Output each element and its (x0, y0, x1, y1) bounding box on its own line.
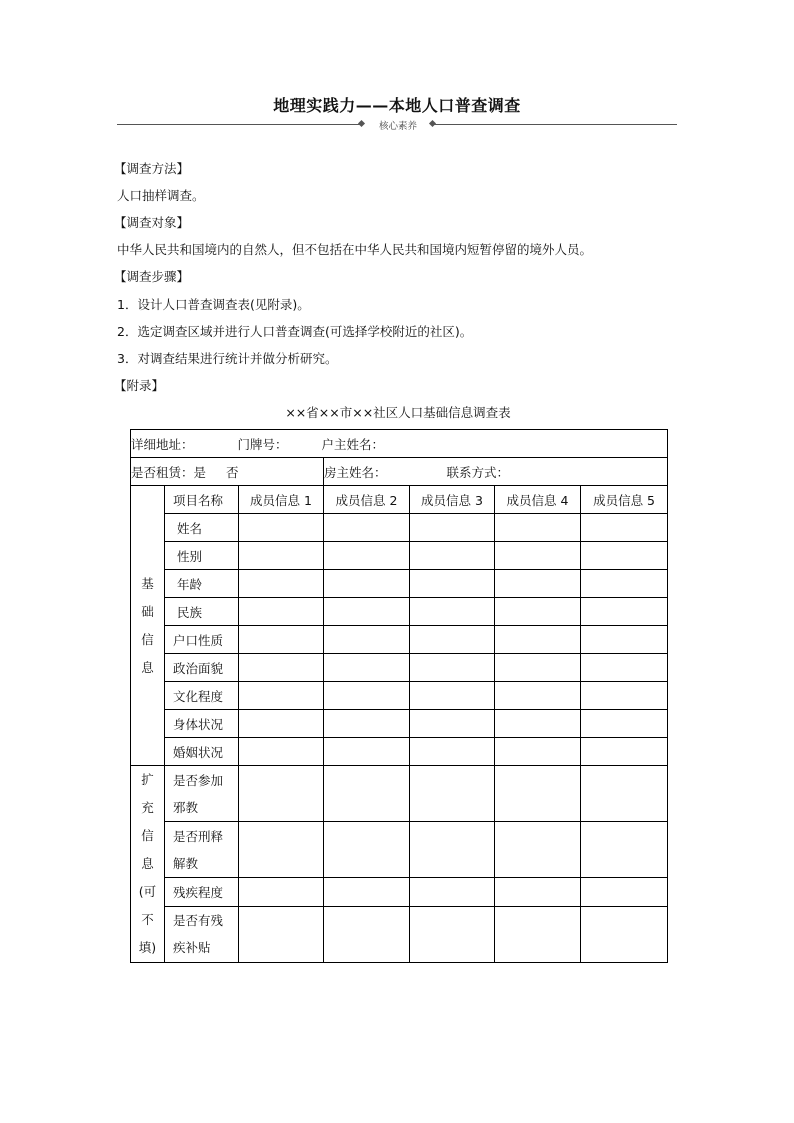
data-cell[interactable] (239, 514, 324, 542)
data-cell[interactable] (495, 598, 581, 626)
page-title: 地理实践力——本地人口普查调查 (273, 96, 521, 115)
extended-item-label: 是否参加 邪教 (165, 766, 239, 822)
extended-info-group-label: 扩 充 信 息 (可 不 填) (131, 766, 165, 963)
data-cell[interactable] (581, 598, 668, 626)
data-cell[interactable] (410, 878, 495, 907)
basic-item-label: 婚姻状况 (165, 738, 239, 766)
diamond-icon (358, 120, 365, 127)
data-cell[interactable] (324, 766, 410, 822)
item-name-header: 项目名称 (165, 486, 239, 514)
member-header: 成员信息 2 (324, 486, 410, 514)
data-cell[interactable] (239, 766, 324, 822)
rent-label: 是否租赁：是 (131, 464, 207, 480)
data-cell[interactable] (324, 822, 410, 878)
data-cell[interactable] (324, 570, 410, 598)
owner-label: 户主姓名： (321, 436, 385, 452)
data-cell[interactable] (581, 514, 668, 542)
data-cell[interactable] (324, 906, 410, 962)
data-cell[interactable] (324, 626, 410, 654)
data-cell[interactable] (239, 626, 324, 654)
address-row (131, 430, 668, 458)
data-cell[interactable] (239, 598, 324, 626)
data-cell[interactable] (239, 682, 324, 710)
data-cell[interactable] (495, 878, 581, 907)
data-cell[interactable] (239, 570, 324, 598)
survey-table (130, 429, 668, 963)
data-cell[interactable] (239, 542, 324, 570)
extended-item-label: 是否刑释 解教 (165, 822, 239, 878)
data-cell[interactable] (495, 766, 581, 822)
basic-item-label: 性别 (165, 542, 239, 570)
member-header: 成员信息 3 (410, 486, 495, 514)
steps-heading: 【调查步骤】 (114, 269, 190, 284)
data-cell[interactable] (324, 598, 410, 626)
step-2: 2．选定调查区域并进行人口普查调查(可选择学校附近的社区)。 (117, 324, 473, 339)
data-cell[interactable] (495, 822, 581, 878)
data-cell[interactable] (239, 738, 324, 766)
data-cell[interactable] (495, 570, 581, 598)
data-cell[interactable] (410, 542, 495, 570)
basic-item-label: 年龄 (165, 570, 239, 598)
data-cell[interactable] (410, 598, 495, 626)
member-header: 成员信息 4 (495, 486, 581, 514)
title-rule-left (117, 124, 363, 125)
table-caption: ××省××市××社区人口基础信息调查表 (285, 405, 511, 420)
data-cell[interactable] (324, 878, 410, 907)
data-cell[interactable] (410, 766, 495, 822)
address-label: 详细地址： (131, 436, 194, 452)
data-cell[interactable] (495, 514, 581, 542)
data-cell[interactable] (495, 626, 581, 654)
data-cell[interactable] (410, 654, 495, 682)
data-cell[interactable] (410, 710, 495, 738)
data-cell[interactable] (581, 570, 668, 598)
step-1: 1．设计人口普查调查表(见附录)。 (117, 297, 310, 312)
data-cell[interactable] (410, 682, 495, 710)
member-header: 成员信息 5 (581, 486, 668, 514)
basic-item-label: 身体状况 (165, 710, 239, 738)
basic-item-label: 姓名 (165, 514, 239, 542)
extended-item-label: 是否有残 疾补贴 (165, 906, 239, 962)
data-cell[interactable] (495, 654, 581, 682)
extended-item-label: 残疾程度 (165, 878, 239, 907)
data-cell[interactable] (495, 542, 581, 570)
basic-item-label: 文化程度 (165, 682, 239, 710)
data-cell[interactable] (410, 514, 495, 542)
data-cell[interactable] (581, 822, 668, 878)
data-cell[interactable] (324, 514, 410, 542)
member-header: 成员信息 1 (239, 486, 324, 514)
basic-item-label: 户口性质 (165, 626, 239, 654)
data-cell[interactable] (581, 878, 668, 907)
data-cell[interactable] (410, 738, 495, 766)
object-text: 中华人民共和国境内的自然人，但不包括在中华人民共和国境内短暂停留的境外人员。 (117, 242, 593, 257)
landlord-label: 房主姓名： (324, 464, 387, 480)
data-cell[interactable] (581, 766, 668, 822)
data-cell[interactable] (324, 738, 410, 766)
data-cell[interactable] (495, 710, 581, 738)
landlord-cell (324, 458, 668, 486)
data-cell[interactable] (581, 682, 668, 710)
data-cell[interactable] (239, 654, 324, 682)
basic-item-label: 政治面貌 (165, 654, 239, 682)
contact-label: 联系方式： (446, 464, 510, 480)
data-cell[interactable] (324, 710, 410, 738)
data-cell[interactable] (324, 542, 410, 570)
door-label: 门牌号： (237, 436, 288, 452)
data-cell[interactable] (239, 878, 324, 907)
data-cell[interactable] (239, 906, 324, 962)
rent-no: 否 (226, 464, 239, 480)
data-cell[interactable] (324, 682, 410, 710)
data-cell[interactable] (581, 710, 668, 738)
object-heading: 【调查对象】 (114, 215, 190, 230)
method-heading: 【调查方法】 (114, 161, 190, 176)
data-cell[interactable] (410, 822, 495, 878)
data-cell[interactable] (495, 738, 581, 766)
data-cell[interactable] (410, 906, 495, 962)
subtitle: 核心素养 (378, 121, 417, 132)
data-cell[interactable] (495, 906, 581, 962)
title-rule-right (432, 124, 677, 125)
data-cell[interactable] (581, 654, 668, 682)
data-cell[interactable] (324, 654, 410, 682)
method-text: 人口抽样调查。 (117, 188, 205, 203)
basic-item-label: 民族 (165, 598, 239, 626)
data-cell[interactable] (581, 906, 668, 962)
data-cell[interactable] (581, 542, 668, 570)
data-cell[interactable] (239, 822, 324, 878)
rent-cell (131, 458, 324, 486)
data-cell[interactable] (581, 738, 668, 766)
basic-info-group-label: 基 础 信 息 (131, 486, 165, 766)
data-cell[interactable] (239, 710, 324, 738)
step-3: 3．对调查结果进行统计并做分析研究。 (117, 351, 338, 366)
appendix-heading: 【附录】 (114, 378, 165, 393)
data-cell[interactable] (581, 626, 668, 654)
data-cell[interactable] (495, 682, 581, 710)
data-cell[interactable] (410, 570, 495, 598)
data-cell[interactable] (410, 626, 495, 654)
